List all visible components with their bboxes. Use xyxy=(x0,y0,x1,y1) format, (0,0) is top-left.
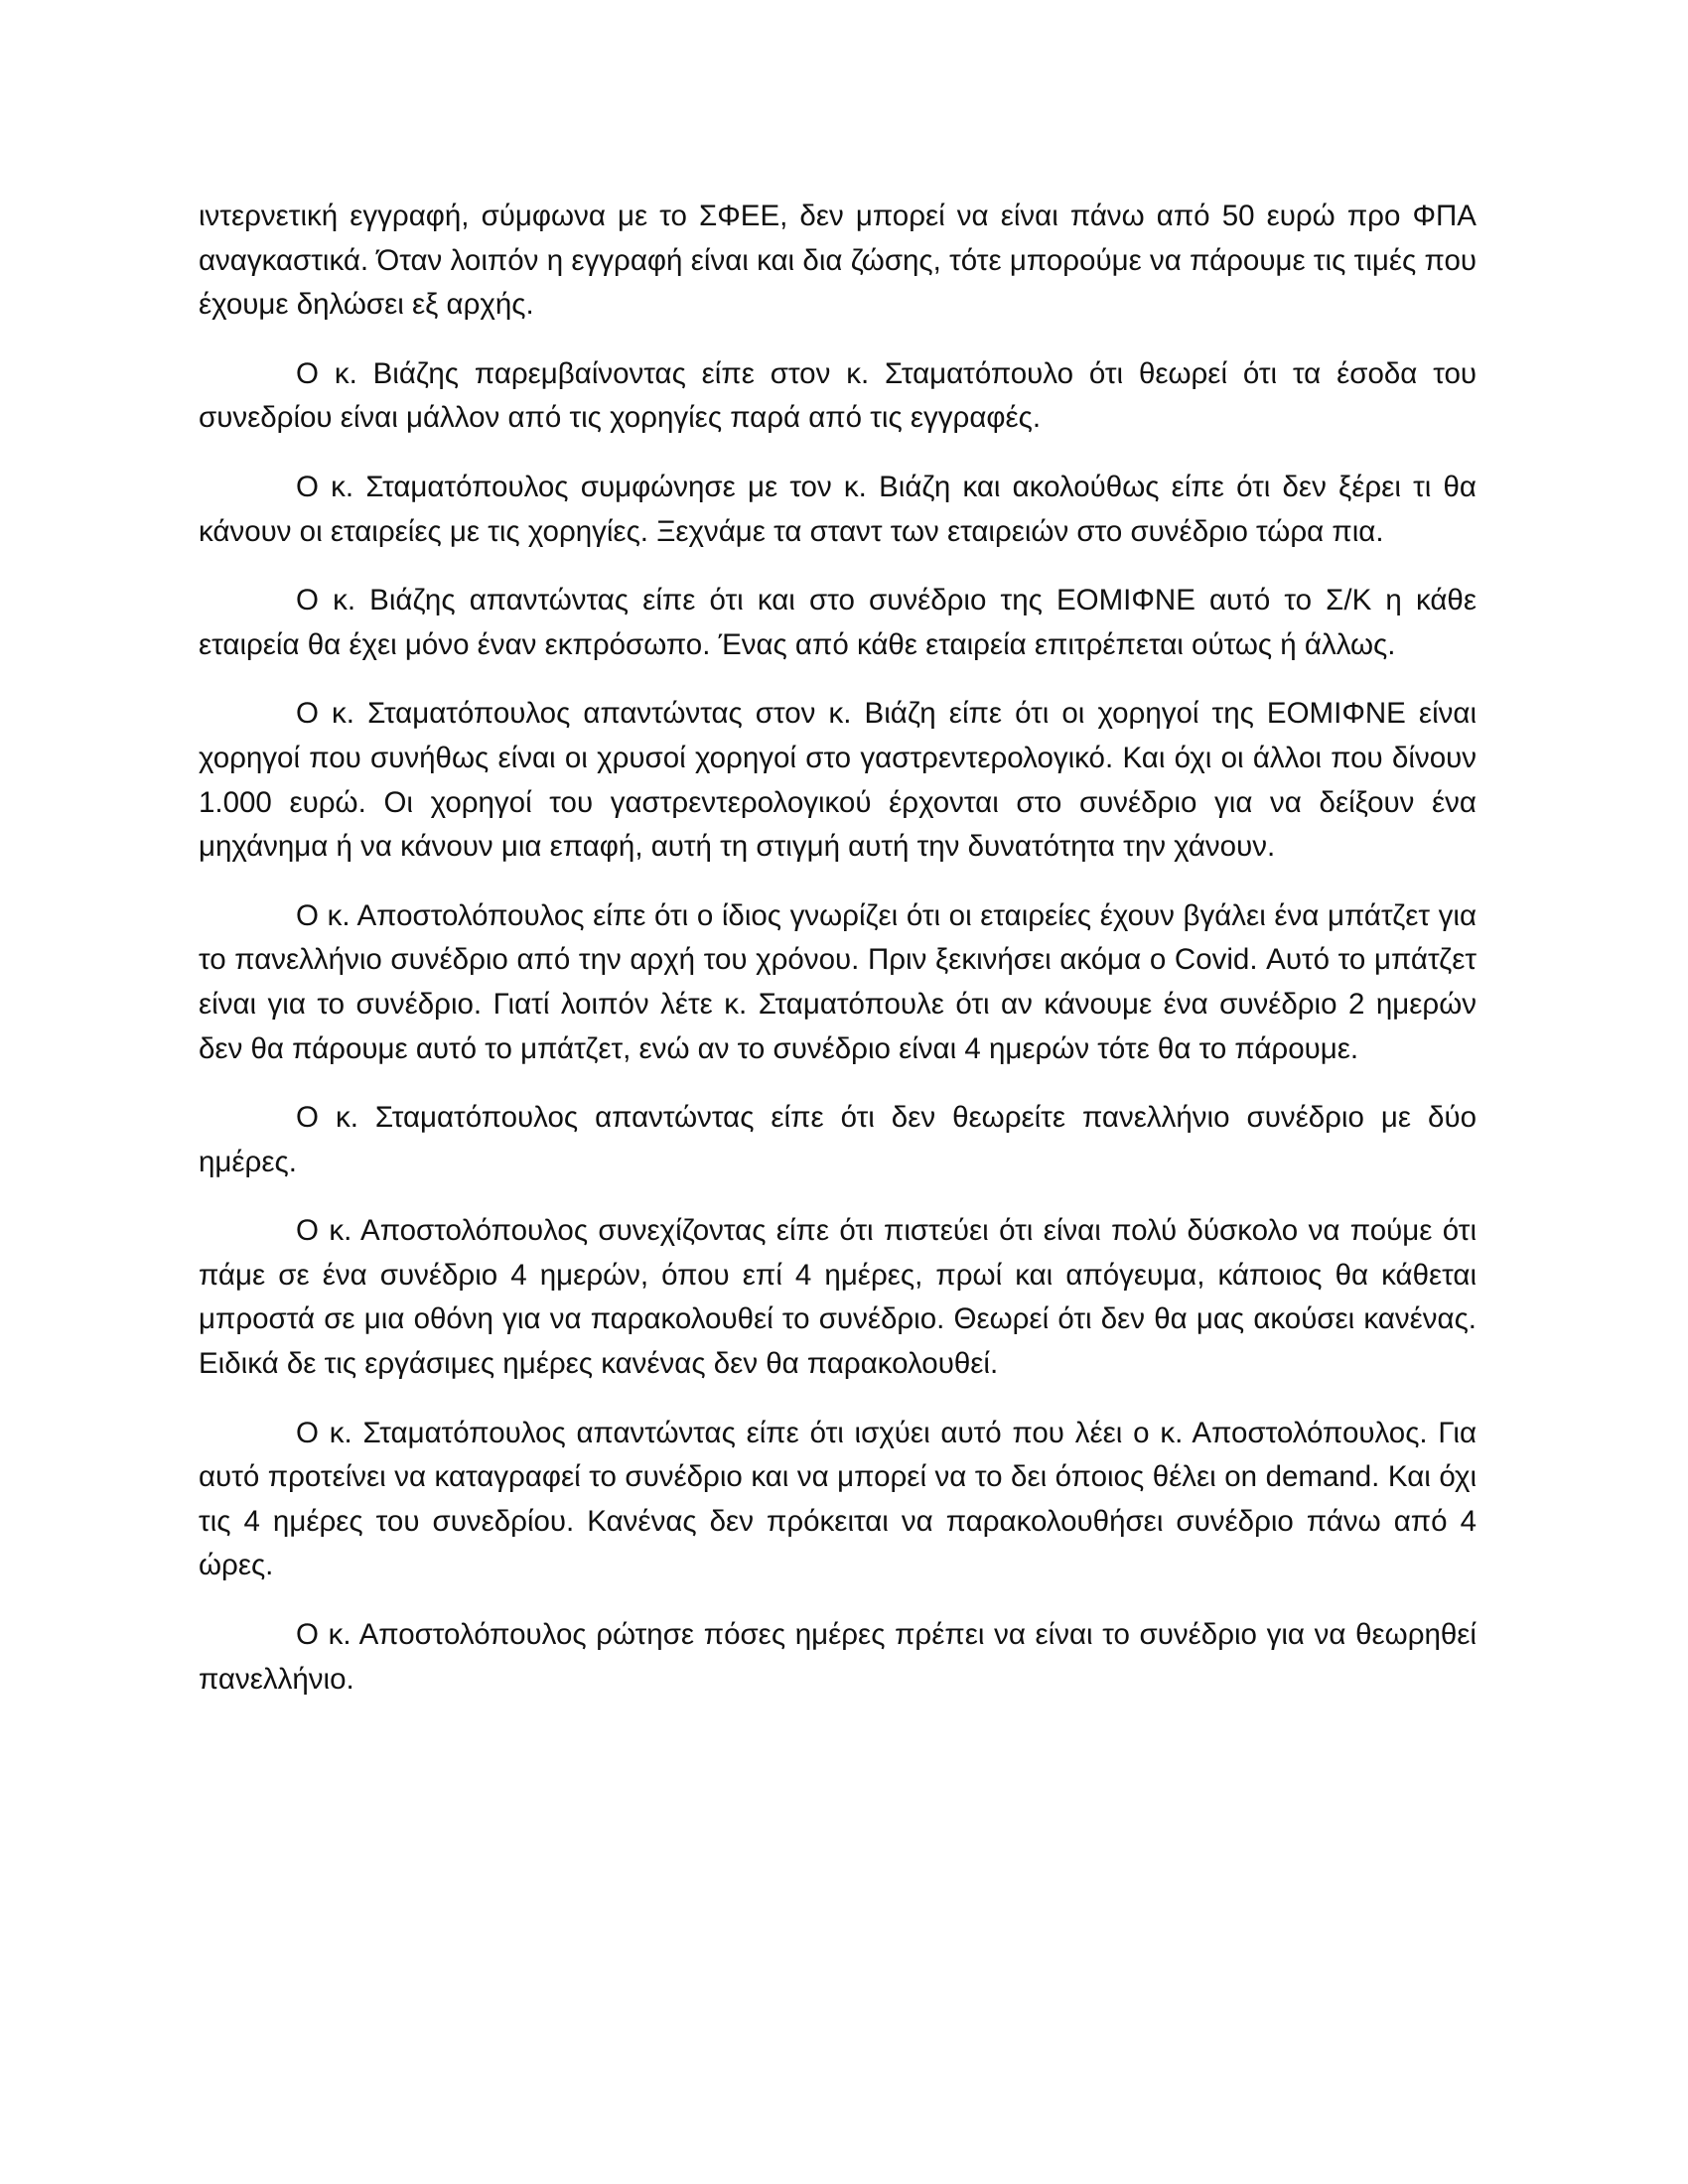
paragraph: Ο κ. Σταματόπουλος συμφώνησε με τον κ. Βιάζη και ακολούθως είπε ότι δεν ξέρει τι θα κάνουν οι εταιρείες με τις χορηγίες. Ξεχνάμε τα σταντ των εταιρειών στο συνέδριο τώρα πια. xyxy=(199,470,1477,548)
paragraph: Ο κ. Αποστολόπουλος είπε ότι ο ίδιος γνωρίζει ότι οι εταιρείες έχουν βγάλει ένα μπάτζετ για το πανελλήνιο συνέδριο από την αρχή του χρόνου. Πριν ξεκινήσει ακόμα ο Covid. Αυτό το μπάτζετ είναι για το συνέδριο. Γιατί λοιπόν λέτε κ. Σταματόπουλε ότι αν κάνουμε ένα συνέδριο 2 ημερών δεν θα πάρουμε αυτό το μπάτζετ, ενώ αν το συνέδριο είναι 4 ημερών τότε θα το πάρουμε. xyxy=(199,898,1477,1065)
paragraph: Ο κ. Σταματόπουλος απαντώντας στον κ. Βιάζη είπε ότι οι χορηγοί της ΕΟΜΙΦΝΕ είναι χορηγοί που συνήθως είναι οι χρυσοί χορηγοί στο γαστρεντερολογικό. Και όχι οι άλλοι που δίνουν 1.000 ευρώ. Οι χορηγοί του γαστρεντερολογικού έρχονται στο συνέδριο για να δείξουν ένα μηχάνημα ή να κάνουν μια επαφή, αυτή τη στιγμή αυτή την δυνατότητα την χάνουν. xyxy=(199,697,1477,864)
paragraph: Ο κ. Αποστολόπουλος ρώτησε πόσες ημέρες πρέπει να είναι το συνέδριο για να θεωρηθεί πανελλήνιο. xyxy=(199,1618,1477,1696)
paragraph-continuation: ιντερνετική εγγραφή, σύμφωνα με το ΣΦΕΕ, δεν μπορεί να είναι πάνω από 50 ευρώ προ ΦΠΑ αναγκαστικά. Όταν λοιπόν η εγγραφή είναι και δια ζώσης, τότε μπορούμε να πάρουμε τις τιμές που έχουμε δηλώσει εξ αρχής. xyxy=(199,200,1477,322)
paragraph: Ο κ. Βιάζης απαντώντας είπε ότι και στο συνέδριο της ΕΟΜΙΦΝΕ αυτό το Σ/Κ η κάθε εταιρεία θα έχει μόνο έναν εκπρόσωπο. Ένας από κάθε εταιρεία επιτρέπεται ούτως ή άλλως. xyxy=(199,584,1477,661)
document-page xyxy=(199,195,1477,1726)
paragraph: Ο κ. Σταματόπουλος απαντώντας είπε ότι δεν θεωρείτε πανελλήνιο συνέδριο με δύο ημέρες. xyxy=(199,1101,1477,1178)
paragraph: Ο κ. Βιάζης παρεμβαίνοντας είπε στον κ. Σταματόπουλο ότι θεωρεί ότι τα έσοδα του συνεδρίου είναι μάλλον από τις χορηγίες παρά από τις εγγραφές. xyxy=(199,356,1477,435)
paragraph: Ο κ. Σταματόπουλος απαντώντας είπε ότι ισχύει αυτό που λέει ο κ. Αποστολόπουλος. Για αυτό προτείνει να καταγραφεί το συνέδριο και να μπορεί να το δει όποιος θέλει on demand. Και όχι τις 4 ημέρες του συνεδρίου. Κανένας δεν πρόκειται να παρακολουθήσει συνέδριο πάνω από 4 ώρες. xyxy=(199,1416,1477,1582)
paragraph: Ο κ. Αποστολόπουλος συνεχίζοντας είπε ότι πιστεύει ότι είναι πολύ δύσκολο να πούμε ότι πάμε σε ένα συνέδριο 4 ημερών, όπου επί 4 ημέρες, πρωί και απόγευμα, κάποιος θα κάθεται μπροστά σε μια οθόνη για να παρακολουθεί το συνέδριο. Θεωρεί ότι δεν θα μας ακούσει κανένας. Ειδικά δε τις εργάσιμες ημέρες κανένας δεν θα παρακολουθεί. xyxy=(199,1214,1477,1381)
